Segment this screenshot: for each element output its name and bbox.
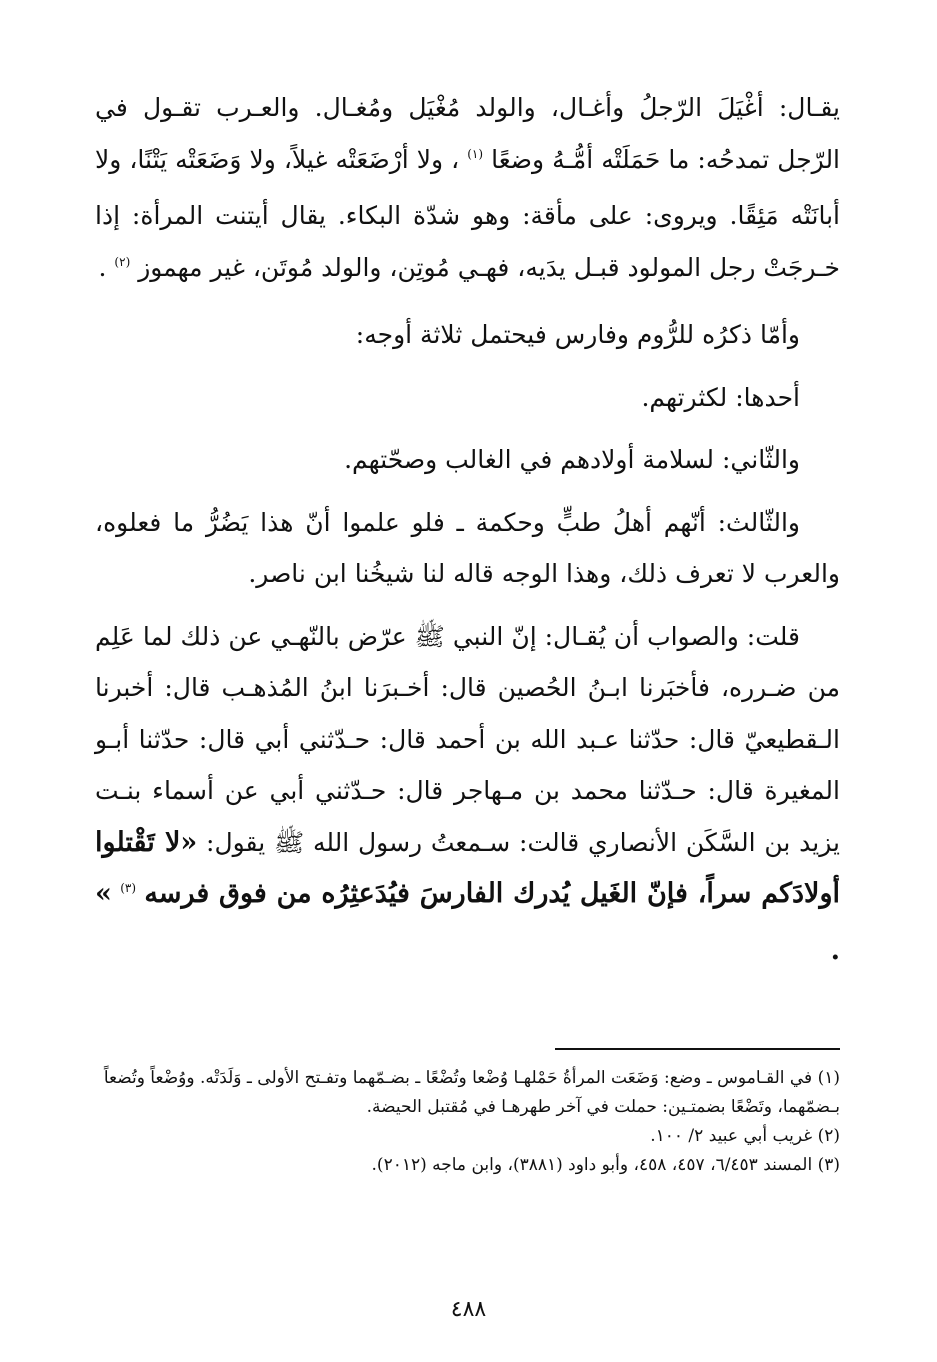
page-number: ٤٨٨ — [450, 1297, 487, 1322]
paragraph-text: ، ولا أرْضَعَتْه غيلاً، ولا وَضَعَتْه يَتْنًا، ولا أبانَتْه مَئِقًا. ويروى: على مأقة: وهو شدّة البكاء. يقال أيتنت المرأة: إذا خـرجَتْ رجل المولود قبـل يدَيه، فهـي مُوتِن، والولد مُوتَن، غير مهموز — [95, 144, 840, 282]
paragraph: والثّالث: أنّهم أهلُ طبٍّ وحكمة ـ فلو علموا أنّ هذا يَضُرُّ ما فعلوه، والعرب لا تعرف ذلك، وهذا الوجه قاله لنا شيخُنا ابن ناصر. — [95, 507, 840, 588]
main-text — [95, 82, 840, 976]
footnote: (١) في القـاموس ـ وضع: وَضَعَت المرأةُ حَمْلهـا وُضْعا وتُضْعًا ـ بضـمّهما وتفـتح الأولى ـ وَلَدَتْه. ووُضْعاً وتُضعاً بـضمّهما، وتَضْعًا بضمتـين: حملت في آخر طهرهـا في مُقتبل الحيضة. — [103, 1068, 840, 1117]
paragraph: وأمّا ذكرُه للرُّوم وفارس فيحتمل ثلاثة أوجه: — [355, 320, 800, 349]
footnote-ref: (٣) — [120, 881, 137, 895]
hadith-close: » . — [95, 878, 840, 966]
paragraph: أحدها: لكثرتهم. — [641, 382, 800, 412]
paragraph: والثّاني: لسلامة أولادهم في الغالب وصحّتهم. — [344, 445, 800, 474]
footnote-ref: (٢) — [114, 254, 131, 269]
paragraph — [95, 611, 840, 977]
footnote: (٣) المسند ٦/٤٥٣، ٤٥٧، ٤٥٨، وأبو داود (٣٨٨١)، وابن ماجه (٢٠١٢). — [371, 1155, 840, 1175]
footnote-divider — [555, 1048, 840, 1050]
footnote: (٢) غريب أبي عبيد ٢/ ١٠٠. — [650, 1126, 840, 1146]
paragraph-text: يقـال: أغْيَلَ الرّجلُ وأغـال، والولد مُغْيَل ومُغـال. والعـرب تقـول في الرّجل تمدحُه: ما حَمَلَتْه أمُّـهُ وضعًا — [95, 93, 841, 174]
footnotes — [95, 1064, 840, 1180]
paragraph — [95, 82, 840, 298]
footnote-ref: (١) — [467, 146, 484, 161]
hadith-quote: «لا تَقْتلوا أولادَكم سراً، فإنّ الغَيل يُدرك الفارسَ فيُدَعثِرُه من فوق فرسه — [95, 826, 840, 909]
paragraph-text: قلت: والصواب أن يُقـال: إنّ النبي ﷺ عرّض بالنّهـي عن ذلك لما عَلِم من ضـرره، فأخبَرنا ابـنُ الحُصين قال: أخـبرَنا ابنُ المُذهـب قال: أخبرنا الـقطيعيّ قال: حدّثنا عـبد الله بن أحمد قال: حـدّثني أبي قال: حدّثنا أبـو المغيرة قال: حـدّثنا محمد بن مـهاجر قال: حـدّثني أبي عن أسماء بنـت يزيد بن السَّكَن الأنصاري قالت: سـمعتُ رسول الله ﷺ يقول: — [95, 621, 840, 857]
paragraph-text: . — [98, 252, 107, 282]
